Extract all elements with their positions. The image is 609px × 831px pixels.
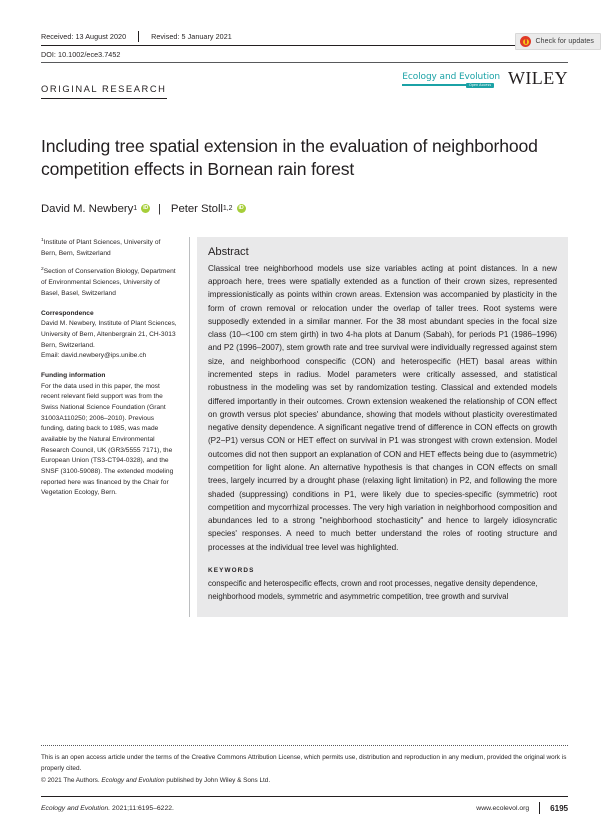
page-number: 6195 <box>550 803 568 813</box>
footer-divider <box>539 802 540 814</box>
license-text: This is an open access article under the terms of the Creative Commons Attribution License, which permits use, distribution and reproduction in any medium, provided the original work is properly cited. <box>41 753 567 772</box>
article-body <box>41 237 568 617</box>
copyright-suffix: published by John Wiley & Sons Ltd. <box>164 776 271 784</box>
abstract-panel <box>197 237 568 617</box>
copyright-prefix: © 2021 The Authors. <box>41 776 102 784</box>
author-name-1[interactable]: David M. Newbery <box>41 202 134 215</box>
affiliation-mark-2: 2 <box>41 267 44 273</box>
affiliation-text-1: Institute of Plant Sciences, University of Bern, Bern, Switzerland <box>41 238 161 257</box>
citation-detail: 2021;11:6195–6222. <box>110 804 174 812</box>
affiliation-text-2: Section of Conservation Biology, Department of Environmental Sciences, University of Basel, Basel, Switzerland <box>41 268 176 297</box>
doi-line[interactable]: DOI: 10.1002/ece3.7452 <box>41 50 121 59</box>
footer-rule <box>41 796 568 797</box>
article-type-row <box>41 68 568 113</box>
affiliation-2 <box>41 266 178 299</box>
correspondence-email[interactable]: Email: david.newbery@ips.unibe.ch <box>41 352 147 360</box>
author-list <box>41 203 568 215</box>
author-affil-mark-2: 1,2 <box>222 205 233 213</box>
history-rule <box>41 45 568 46</box>
copyright-text <box>41 775 568 786</box>
open-access-badge: Open Access <box>466 83 494 88</box>
page-title: Including tree spatial extension in the evaluation of neighborhood competition effects in Bornean rain forest <box>41 136 538 180</box>
copyright-journal: Ecology and Evolution <box>101 776 165 784</box>
author-separator: | <box>158 202 161 215</box>
author-affil-mark-1: 1 <box>133 205 138 213</box>
article-history <box>41 31 568 45</box>
correspondence-address: David M. Newbery, Institute of Plant Sciences, University of Bern, Altenbergrain 21, CH-3013 Bern, Switzerland. <box>41 320 177 349</box>
footer-bottom-row <box>41 802 568 814</box>
abstract-text: Classical tree neighborhood models use size variables acting at point distances. In a new approach here, trees were spatially extended as a function of their crown sizes, represented impressionistically as points within crown areas. Extension was accompanied by plasticity in the form of crown removal or relocation under the overlap of taller trees. Root systems were supposedly extended in a similar manner. For the 38 most abundant species in the focal size class (10–<100 cm stem girth) in two 4-ha plots at Danum (Sabah), for periods P1 (1986–1996) and P2 (1996–2007), stem growth rate and tree survival were individually regressed against stem size, and neighborhood conspecific (CON) and heterospecific (HET) basal areas within incremented steps in radius. Model parameters were critically assessed, and statistical robustness in the modeling was set by randomization testing. Classical and extended models differed importantly in their outcomes. Crown extension weakened the relationship of CON effect on growth versus plot species' abundance, showing that models without plasticity overestimated negative density dependence. A significant negative trend of difference in CON effects on growth (P2−P1) versus CON or HET effect on survival in P1 was strongest with crown extension. Model outcomes did not then support an explanation of CON and HET effects being due to (asymmetric) competition for light alone. An alternative hypothesis is that changes in CON effects on small trees, largely incurred by a drought phase (relaxing light limitation) in P2, and following the more shaded (suppressing) conditions in P1, were likely due to species-specific (symmetric) root competition and mycorrhizal processes. The very high variation in neighborhood composition and abundances led to a strong "neighborhood stochasticity" and hence to largely idiosyncratic species' responses. A need to much better understand the roles of rooting structure and processes at the individual tree level was highlighted. <box>208 263 557 552</box>
orcid-icon-1[interactable]: iD <box>141 204 150 213</box>
article-type-label: ORIGINAL RESEARCH <box>41 83 167 99</box>
funding-heading: Funding information <box>41 371 106 379</box>
check-for-updates-badge[interactable] <box>515 33 601 50</box>
column-divider <box>189 237 190 617</box>
citation-journal: Ecology and Evolution. <box>41 804 111 812</box>
journal-url[interactable]: www.ecolevol.org <box>476 804 530 812</box>
funding-text: For the data used in this paper, the most recent relevant field support was from the Swiss National Science Foundation (Grant 31003A110250; 2006–2010). Previous funding, dating back to 1985, was made available by the Natural Environmental Research Council, UK (GR3/5555 7171), the European Union (TS3-CT94-0328), and the SNSF (3100-59088). The extended modeling reported here was financed by the Chair for Vegetation Ecology, Bern. <box>41 382 174 497</box>
journal-branding <box>402 69 568 88</box>
history-divider <box>138 31 139 42</box>
citation-line <box>41 805 174 812</box>
doi-rule <box>41 62 568 63</box>
affiliation-mark-1: 1 <box>41 237 44 243</box>
received-date: Received: 13 August 2020 <box>41 32 127 41</box>
crossmark-icon <box>520 36 531 47</box>
revised-date: Revised: 5 January 2021 <box>151 32 232 41</box>
journal-underline <box>402 84 494 86</box>
check-for-updates-label: Check for updates <box>535 38 594 45</box>
author-name-2[interactable]: Peter Stoll <box>170 202 223 215</box>
footer-dotted-rule <box>41 745 568 746</box>
abstract-heading: Abstract <box>208 245 249 258</box>
page-footer <box>41 745 568 814</box>
metadata-sidebar <box>41 237 189 617</box>
journal-logo <box>402 73 500 88</box>
keywords-text: conspecific and heterospecific effects, crown and root processes, negative density dependence, neighborhood models, symmetric and asymmetric competition, tree growth and survival <box>208 578 538 601</box>
publisher-logo: WILEY <box>508 68 568 88</box>
correspondence-heading: Correspondence <box>41 309 94 317</box>
orcid-icon-2[interactable]: iD <box>237 204 246 213</box>
journal-name: Ecology and Evolution <box>402 72 501 82</box>
keywords-heading: KEYWORDS <box>208 566 255 574</box>
article-first-page <box>0 31 609 831</box>
affiliation-1 <box>41 237 178 260</box>
